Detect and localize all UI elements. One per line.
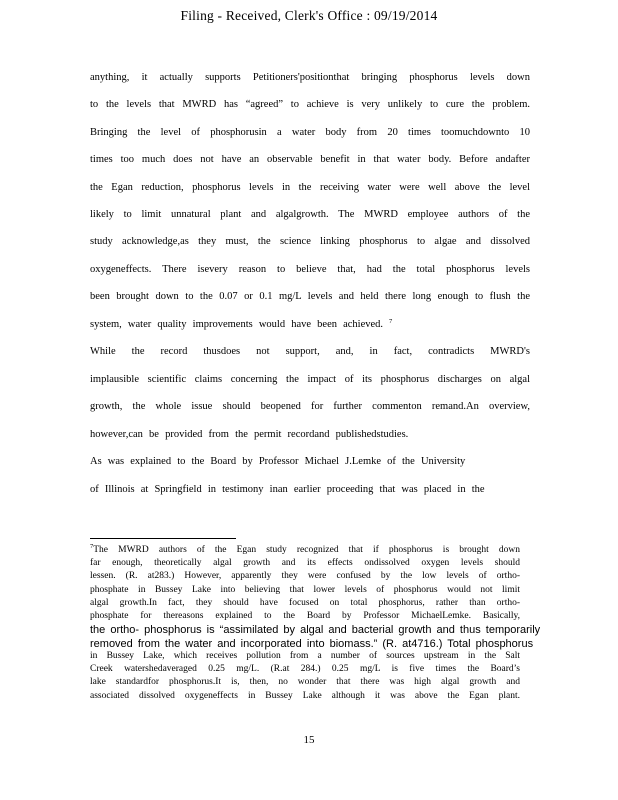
footnote-line: [90, 542, 520, 555]
body-line: been brought down to the 0.07 or 0.1 mg/L levels and held there long enough to flush the: [90, 291, 530, 302]
body-line: to the levels that MWRD has “agreed” to achieve is very unlikely to cure the problem.: [90, 99, 530, 110]
footnote-line: removed from the water and incorporated into biomass.” (R. at4716.) Total phosphorus: [90, 638, 534, 650]
footnote-separator: [90, 538, 236, 539]
footnote-marker: 7: [90, 542, 94, 550]
body-line: As was explained to the Board by Professor Michael J.Lemke of the University: [90, 456, 466, 467]
page-number: 15: [303, 734, 315, 746]
body-line: Bringing the level of phosphorusin a water body from 20 times toomuchdownto 10: [90, 127, 530, 138]
body-line: likely to limit unnatural plant and algalgrowth. The MWRD employee authors of the: [90, 209, 530, 220]
body-line: anything, it actually supports Petitioners'positionthat bringing phosphorus levels down: [90, 72, 530, 83]
body-line: While the record thusdoes not support, and, in fact, contradicts MWRD's: [90, 346, 530, 357]
footnote-line: phosphate for thereasons explained to the Board by Professor MichaelLemke. Basically,: [90, 611, 520, 621]
footnote-line: Creek watershedaveraged 0.25 mg/L. (R.at 284.) 0.25 mg/L is five times the Board’s: [90, 664, 520, 674]
footnote-line: in Bussey Lake, which receives pollution from a number of sources upstream in the Salt: [90, 651, 520, 661]
footnote-line: lake standardfor phosphorus.It is, then, no wonder that there was high algal growth and: [90, 677, 520, 687]
body-line-text: system, water quality improvements would have been achieved.: [90, 319, 384, 330]
body-line: study acknowledge,as they must, the science linking phosphorus to algae and dissolved: [90, 236, 530, 247]
footnote-line-text: The MWRD authors of the Egan study recognized that if phosphorus is brought down: [93, 545, 520, 555]
body-line: however,can be provided from the permit recordand publishedstudies.: [90, 429, 409, 440]
footnote-line: lessen. (R. at283.) However, apparently they were confused by the low levels of ortho-: [90, 571, 520, 581]
footnote-line: phosphate in Bussey Lake into believing that lower levels of phosphorus would not limit: [90, 585, 520, 595]
body-line: oxygeneffects. There isevery reason to believe that, had the total phosphorus levels: [90, 264, 530, 275]
footnote-line: algal growth.In fact, they should have focused on total phosphorus, rather than ortho-: [90, 598, 520, 608]
footnote-line: the ortho- phosphorus is “assimilated by algal and bacterial growth and thus temporarily: [90, 624, 541, 636]
footnote-line: far enough, theoretically algal growth and its effects ondissolved oxygen levels should: [90, 558, 520, 568]
body-line: growth, the whole issue should beopened for further commenton remand.An overview,: [90, 401, 530, 412]
footnote-ref: 7: [389, 317, 393, 325]
body-line: implausible scientific claims concerning the impact of its phosphorus discharges on algal: [90, 374, 530, 385]
body-line: times too much does not have an observable benefit in that water body. Before andafter: [90, 154, 530, 165]
footnote-line: associated dissolved oxygeneffects in Bussey Lake although it was above the Egan plant.: [90, 691, 520, 701]
body-line: the Egan reduction, phosphorus levels in the receiving water were well above the level: [90, 182, 530, 193]
body-line: of Illinois at Springfield in testimony inan earlier proceeding that was placed in the: [90, 484, 485, 495]
filing-header: Filing - Received, Clerk's Office : 09/19/2014: [180, 8, 438, 23]
body-line: [90, 319, 530, 330]
